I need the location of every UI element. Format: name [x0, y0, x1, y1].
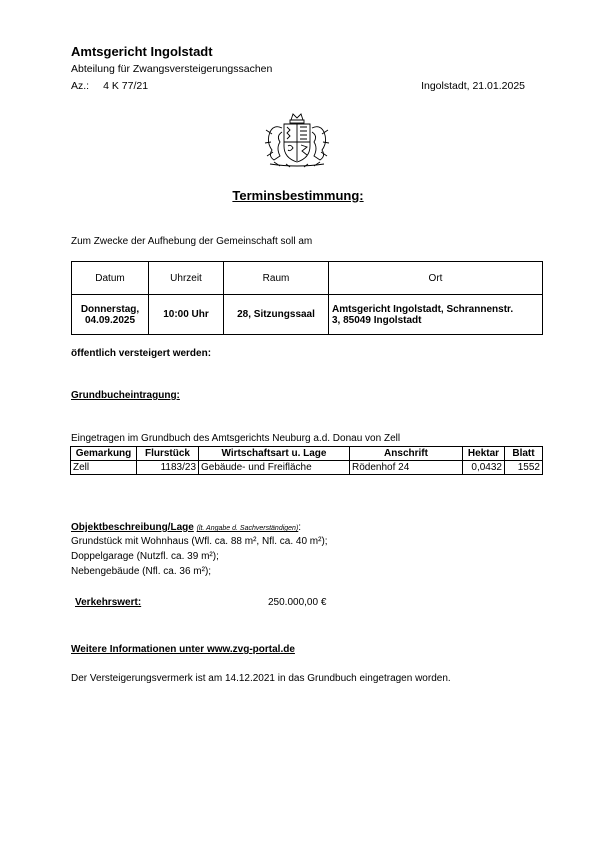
- column-header-gemarkung: Gemarkung: [71, 447, 137, 461]
- column-header-flurstueck: Flurstück: [137, 447, 199, 461]
- case-number-label: Az.:: [71, 80, 90, 92]
- court-name: Amtsgericht Ingolstadt: [71, 44, 213, 59]
- table-header-row: [72, 262, 543, 295]
- table-row: [72, 295, 543, 335]
- appointment-room: 28, Sitzungssaal: [224, 295, 329, 335]
- appointment-time: 10:00 Uhr: [149, 295, 224, 335]
- place-date: Ingolstadt, 21.01.2025: [421, 80, 525, 92]
- cell-gemarkung: Zell: [71, 461, 137, 475]
- cell-wirtschaftsart: Gebäude- und Freifläche: [199, 461, 350, 475]
- document-title: Terminsbestimmung:: [232, 188, 364, 203]
- table-header-row: [71, 447, 543, 461]
- cell-flurstueck: 1183/23: [137, 461, 199, 475]
- object-line: Doppelgarage (Nutzfl. ca. 39 m²);: [71, 551, 219, 562]
- column-header-blatt: Blatt: [505, 447, 543, 461]
- appointment-table: [71, 261, 543, 335]
- department-name: Abteilung für Zwangsversteigerungssachen: [71, 63, 273, 75]
- land-register-table: [70, 446, 543, 475]
- column-header-hektar: Hektar: [463, 447, 505, 461]
- column-header-place: Ort: [329, 262, 543, 295]
- appointment-date: Donnerstag, 04.09.2025: [72, 295, 149, 335]
- market-value-amount: 250.000,00 €: [268, 597, 327, 608]
- object-description-title: Objektbeschreibung/Lage (lt. Angabe d. Sachverständigen):: [71, 522, 302, 533]
- column-header-wirtschaftsart: Wirtschaftsart u. Lage: [199, 447, 350, 461]
- auction-text: öffentlich versteigert werden:: [71, 348, 212, 359]
- register-note: Der Versteigerungsvermerk ist am 14.12.2021 in das Grundbuch eingetragen worden.: [71, 673, 451, 684]
- cell-blatt: 1552: [505, 461, 543, 475]
- object-description-source: (lt. Angabe d. Sachverständigen): [196, 525, 299, 532]
- appointment-place: Amtsgericht Ingolstadt, Schrannenstr. 3, 85049 Ingolstadt: [329, 295, 543, 335]
- intro-text: Zum Zwecke der Aufhebung der Gemeinschaft soll am: [71, 236, 313, 247]
- land-register-title: Grundbucheintragung:: [71, 390, 180, 401]
- column-header-time: Uhrzeit: [149, 262, 224, 295]
- bavarian-coat-of-arms-icon: [262, 112, 332, 168]
- case-number-value: 4 K 77/21: [103, 80, 149, 92]
- more-info-link[interactable]: Weitere Informationen unter www.zvg-portal.de: [71, 644, 295, 655]
- object-line: Grundstück mit Wohnhaus (Wfl. ca. 88 m², Nfl. ca. 40 m²);: [71, 536, 328, 547]
- table-row: [71, 461, 543, 475]
- land-register-intro: Eingetragen im Grundbuch des Amtsgerichts Neuburg a.d. Donau von Zell: [71, 433, 401, 444]
- object-line: Nebengebäude (Nfl. ca. 36 m²);: [71, 566, 212, 577]
- market-value-label: Verkehrswert:: [75, 597, 142, 608]
- cell-anschrift: Rödenhof 24: [350, 461, 463, 475]
- column-header-room: Raum: [224, 262, 329, 295]
- cell-hektar: 0,0432: [463, 461, 505, 475]
- column-header-anschrift: Anschrift: [350, 447, 463, 461]
- column-header-date: Datum: [72, 262, 149, 295]
- case-number: [71, 80, 148, 92]
